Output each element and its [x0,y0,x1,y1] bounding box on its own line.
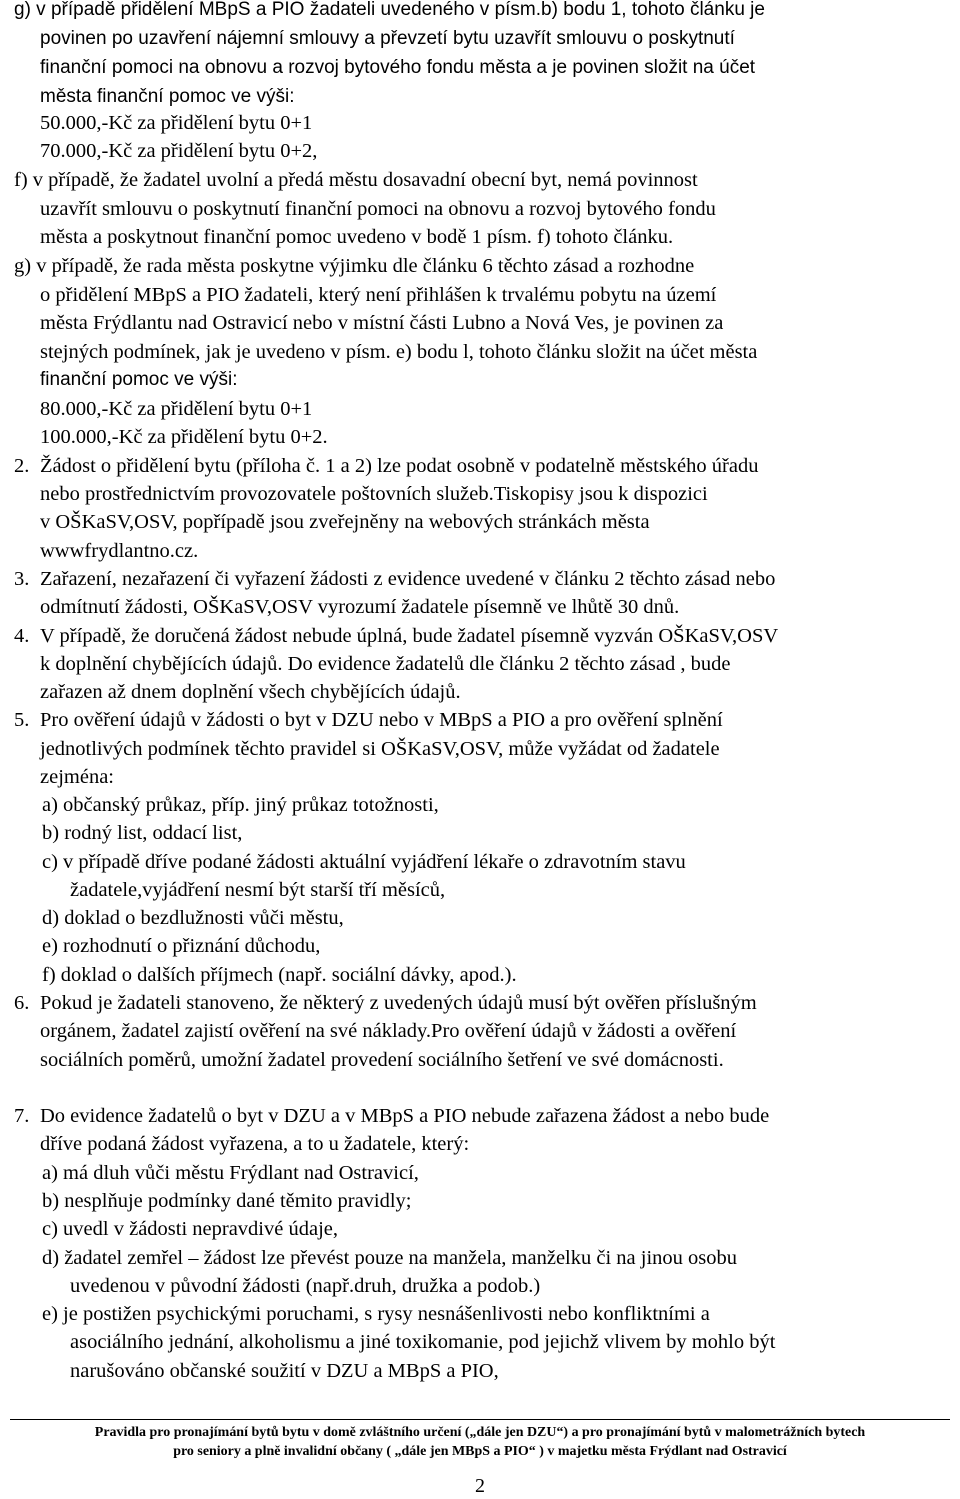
point-5-item: b) rodný list, oddací list, [42,822,243,844]
point-5-item: žadatele,vyjádření nesmí být starší tří měsíců, [70,879,446,901]
point-2-number: 2. [14,455,30,477]
page-number: 2 [475,1475,485,1497]
point-2-line: Žádost o přidělení bytu (příloha č. 1 a 2) lze podat osobně v podatelně městského úřadu [40,455,759,477]
section-g2-amount: 80.000,-Kč za přidělení bytu 0+1 [40,398,313,420]
point-7-item: c) uvedl v žádosti nepravdivé údaje, [42,1218,338,1240]
point-2-line: nebo prostřednictvím provozovatele poštovních služeb.Tiskopisy jsou k dispozici [40,483,708,505]
section-g1-line: města finanční pomoc ve výši: [40,86,295,107]
point-4-line: V případě, že doručená žádost nebude úplná, bude žadatel písemně vyzván OŠKaSV,OSV [40,625,779,647]
section-g1-amount: 70.000,-Kč za přidělení bytu 0+2, [40,140,318,162]
point-7-line: dříve podaná žádost vyřazena, a to u žadatele, který: [40,1133,470,1155]
point-4-number: 4. [14,625,30,647]
point-4-line: zařazen až dnem doplnění všech chybějících údajů. [40,681,461,703]
point-5-number: 5. [14,709,30,731]
section-f-line: uzavřít smlouvu o poskytnutí finanční pomoci na obnovu a rozvoj bytového fondu [40,198,716,220]
point-6-line: sociálních poměrů, umožní žadatel provedení sociálního šetření ve své domácnosti. [40,1049,724,1071]
point-5-item: a) občanský průkaz, příp. jiný průkaz totožnosti, [42,794,439,816]
point-7-item: e) je postižen psychickými poruchami, s rysy nesnášenlivosti nebo konfliktními a [42,1303,710,1325]
point-5-item: d) doklad o bezdlužnosti vůči městu, [42,907,344,929]
point-5-item: e) rozhodnutí o přiznání důchodu, [42,935,321,957]
point-7-item: a) má dluh vůči městu Frýdlant nad Ostravicí, [42,1162,419,1184]
point-3-number: 3. [14,568,30,590]
section-g2-line: stejných podmínek, jak je uvedeno v písm. e) bodu l, tohoto článku složit na účet města [40,341,758,363]
point-4-line: k doplnění chybějících údajů. Do evidence žadatelů dle článku 2 těchto zásad , bude [40,653,731,675]
point-2-line: v OŠKaSV,OSV, popřípadě jsou zveřejněny na webových stránkách města [40,511,650,533]
point-2-line: wwwfrydlantno.cz. [40,540,199,562]
point-5-line: Pro ověření údajů v žádosti o byt v DZU nebo v MBpS a PIO a pro ověření splnění [40,709,723,731]
footer-line: pro seniory a plně invalidní občany ( „dále jen MBpS a PIO“ ) v majetku města Frýdlant nad Ostravicí [173,1444,787,1459]
section-g2-line: finanční pomoc ve výši: [40,369,238,390]
footer-divider [10,1419,950,1420]
footer-line: Pravidla pro pronajímání bytů bytu v domě zvláštního určení („dále jen DZU“) a pro pronajímání bytů v malometrážních bytech [94,1425,866,1440]
point-5-item: c) v případě dříve podané žádosti aktuální vyjádření lékaře o zdravotním stavu [42,851,686,873]
point-7-item: d) žadatel zemřel – žádost lze převést pouze na manžela, manželku či na jinou osobu [42,1247,737,1269]
point-7-number: 7. [14,1105,30,1127]
section-g2-line: o přidělení MBpS a PIO žadateli, který není přihlášen k trvalému pobytu na území [40,284,717,306]
point-7-item: uvedenou v původní žádosti (např.druh, družka a podob.) [70,1275,541,1297]
section-f-line: f) v případě, že žadatel uvolní a předá městu dosavadní obecní byt, nemá povinnost [14,169,698,191]
section-g2-line: města Frýdlantu nad Ostravicí nebo v místní části Lubno a Nová Ves, je povinen za [40,312,724,334]
point-7-item: narušováno občanské soužití v DZU a MBpS a PIO, [70,1360,499,1382]
section-g2-amount: 100.000,-Kč za přidělení bytu 0+2. [40,426,328,448]
point-7-item: asociálního jednání, alkoholismu a jiné toxikomanie, pod jejichž vlivem by mohlo být [70,1331,776,1353]
point-5-line: zejména: [40,766,114,788]
section-g1-line: povinen po uzavření nájemní smlouvy a převzetí bytu uzavřít smlouvu o poskytnutí [40,28,735,49]
point-5-line: jednotlivých podmínek těchto pravidel si OŠKaSV,OSV, může vyžádat od žadatele [40,738,720,760]
point-3-line: Zařazení, nezařazení či vyřazení žádosti z evidence uvedené v článku 2 těchto zásad nebo [40,568,776,590]
point-7-line: Do evidence žadatelů o byt v DZU a v MBpS a PIO nebude zařazena žádost a nebo bude [40,1105,770,1127]
section-g1-line: finanční pomoci na obnovu a rozvoj bytového fondu města a je povinen složit na účet [40,57,756,78]
section-g1-line: g) v případě přidělení MBpS a PIO žadateli uvedeného v písm.b) bodu 1, tohoto článku je [14,0,765,20]
point-3-line: odmítnutí žádosti, OŠKaSV,OSV vyrozumí žadatele písemně ve lhůtě 30 dnů. [40,596,680,618]
point-6-line: orgánem, žadatel zajistí ověření na své náklady.Pro ověření údajů v žádosti a ověření [40,1020,737,1042]
point-6-line: Pokud je žadateli stanoveno, že některý z uvedených údajů musí být ověřen příslušným [40,992,757,1014]
point-6-number: 6. [14,992,30,1014]
point-5-item: f) doklad o dalších příjmech (např. sociální dávky, apod.). [42,964,517,986]
section-f-line: města a poskytnout finanční pomoc uvedeno v bodě 1 písm. f) tohoto článku. [40,226,674,248]
point-7-item: b) nesplňuje podmínky dané těmito pravidly; [42,1190,412,1212]
section-g2-line: g) v případě, že rada města poskytne výjimku dle článku 6 těchto zásad a rozhodne [14,255,695,277]
section-g1-amount: 50.000,-Kč za přidělení bytu 0+1 [40,112,313,134]
